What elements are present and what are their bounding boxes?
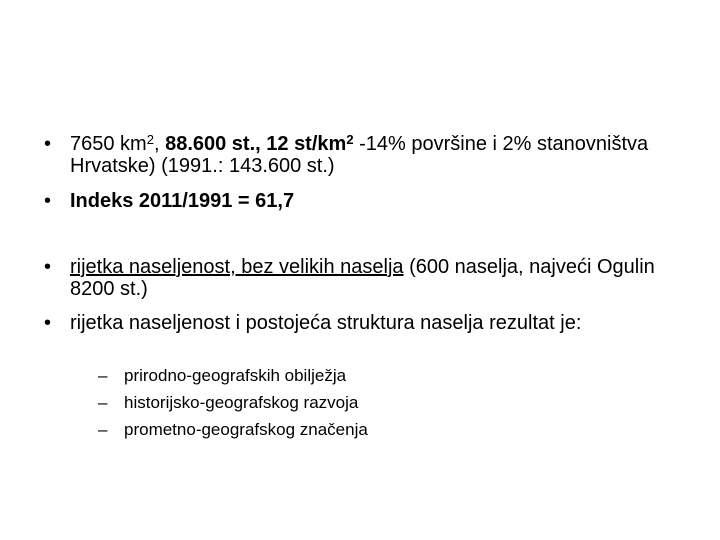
bullet-marker: • (44, 190, 52, 212)
dash-marker: – (98, 366, 108, 385)
sub-list-item: prirodno-geografskih obilježja (124, 366, 347, 385)
text-segment: (600 naselja, najveći Ogulin 8200 st.) (70, 256, 655, 300)
text-segment: 7650 km (70, 133, 147, 155)
text-segment: -14% površine i 2% stanovništva Hrvatske) (1991.: 143.600 st.) (70, 133, 649, 177)
bold-text: 88.600 st., 12 st/km (165, 133, 347, 155)
sub-list-item: prometno-geografskog značenja (124, 420, 368, 439)
dash-marker: – (98, 420, 108, 439)
index-text: Indeks 2011/1991 = 61,7 (70, 190, 295, 212)
dash-marker: – (98, 393, 108, 412)
sub-list-item: historijsko-geografskog razvoja (124, 393, 359, 412)
text-segment: , (153, 133, 166, 155)
underlined-text: rijetka naseljenost, bez velikih naselja (70, 256, 404, 278)
superscript: 2 (146, 132, 154, 147)
settlement-structure-text: rijetka naseljenost i postojeća struktura naselja rezultat je: (70, 312, 582, 334)
area-population-text (70, 133, 690, 177)
bullet-marker: • (44, 312, 52, 334)
superscript: 2 (346, 132, 354, 147)
settlement-density-text (70, 256, 690, 300)
bullet-marker: • (44, 256, 52, 278)
bullet-marker: • (44, 133, 52, 155)
